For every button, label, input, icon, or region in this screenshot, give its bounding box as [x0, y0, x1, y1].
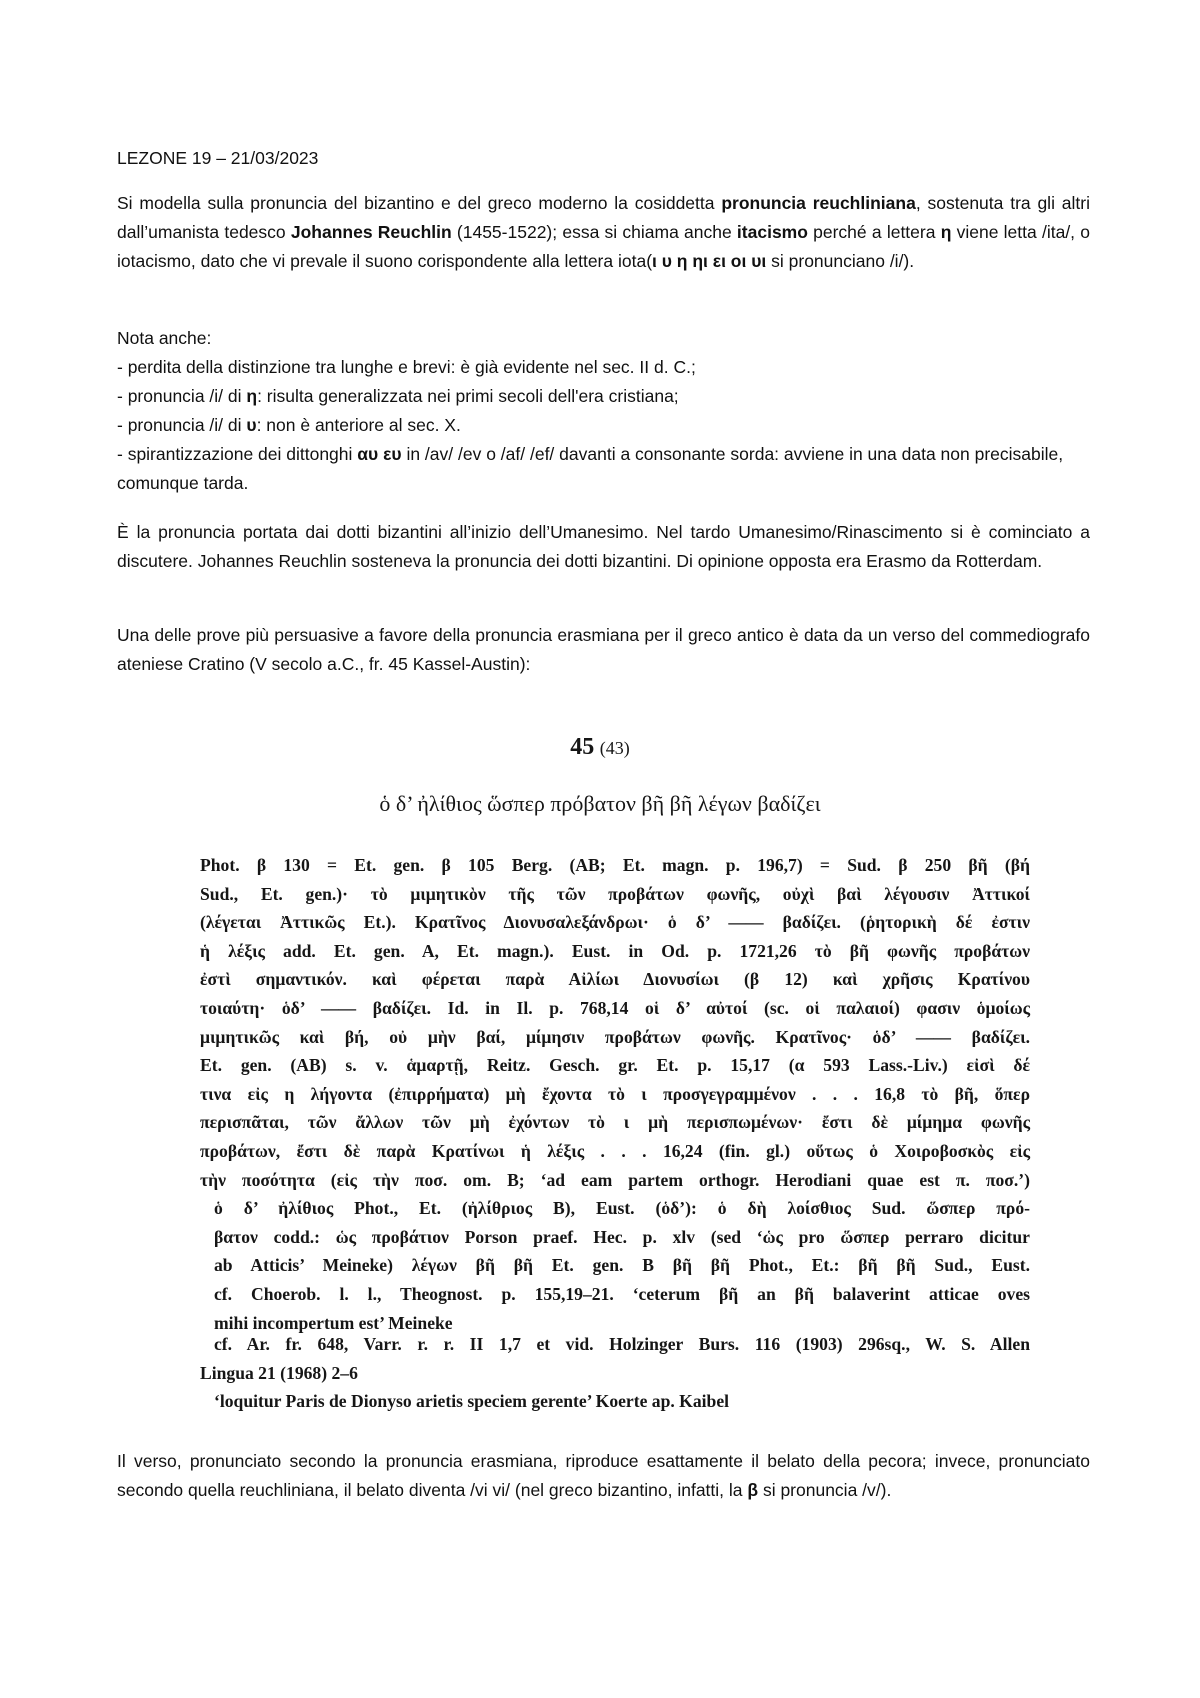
apparatus-line: ἡ λέξις add. Et. gen. A, Et. magn.). Eust. in Od. p. 1721,26 τὸ βῆ φωνῆς προβάτων: [200, 940, 1030, 961]
apparatus-line: Phot. β 130 = Et. gen. β 105 Berg. (AB; Et. magn. p. 196,7) = Sud. β 250 βῆ (βή: [200, 855, 1030, 875]
apparatus-line: βατον codd.: ὡς προβάτιον Porson praef. Hec. p. xlv (sed ‘ὡς pro ὥσπερ perraro dicitur: [214, 1226, 1030, 1247]
term-itacismo: itacismo: [736, 222, 808, 242]
apparatus-line: προβάτων, ἔστι δὲ παρὰ Κρατίνωι ἡ λέξις . . . 16,24 (fin. gl.) οὕτως ὁ Χοιροβοσκὸς εἰς: [200, 1140, 1030, 1161]
note-item: - pronuncia /i/ di υ: non è anteriore al sec. X.: [117, 415, 461, 435]
apparatus-line: ἐστὶ σημαντικόν. καὶ φέρεται παρὰ Αἰλίωι Διονυσίωι (β 12) καὶ χρῆσις Κρατίνου: [200, 969, 1030, 990]
letter-beta: β: [747, 1480, 759, 1500]
apparatus-line: μιμητικῶς καὶ βή, οὐ μὴν βαί, μίμησιν προβάτων φωνῆς. Κρατῖνος· ὁδ’ —— βαδίζει.: [200, 1026, 1030, 1047]
apparatus-line: ὁ δ’ ἠλίθιος Phot., Et. (ἠλίθριος B), Eust. (ὁδ’): ὁ δὴ λοίσθιος Sud. ὥσπερ πρό-: [214, 1198, 1030, 1219]
paragraph-conclusion: Il verso, pronunciato secondo la pronuncia erasmiana, riproduce esattamente il belato della pecora; invece, pronunciato secondo quella reuchliniana, il belato diventa /vi vi/ (nel greco bizantino, infatti, la β si pronuncia /v/).: [117, 1451, 1090, 1500]
greek-vowels: ι υ η ηι ει οι υι: [652, 251, 767, 271]
apparatus-line: Et. gen. (AB) s. v. ἁμαρτῇ, Reitz. Gesch. gr. Et. p. 15,17 (α 593 Lass.-Liv.) εἰσὶ δέ: [200, 1055, 1030, 1076]
paragraph-reuchlinian-pronunciation: Si modella sulla pronuncia del bizantino e del greco moderno la cosiddetta pronuncia reuchliniana, sostenuta tra gli altri dall’umanista tedesco Johannes Reuchlin (1455-1522); essa si chiama anche itacismo perché a lettera η viene letta /ita/, o iotacismo, dato che vi prevale il suono corispondente alla lettera iota(ι υ η ηι ει οι υι si pronunciano /i/).: [117, 193, 1090, 271]
paragraph-cratinus-proof: Una delle prove più persuasive a favore della pronuncia erasmiana per il greco antico è data da un verso del commediografo ateniese Cratino (V secolo a.C., fr. 45 Kassel-Austin):: [117, 625, 1090, 674]
paragraph-humanism: È la pronuncia portata dai dotti bizantini all’inizio dell’Umanesimo. Nel tardo Umanesimo/Rinascimento si è cominciato a discutere. Johannes Reuchlin sosteneva la pronuncia dei dotti bizantini. Di opinione opposta era Erasmo da Rotterdam.: [117, 522, 1090, 571]
apparatus-line: cf. Choerob. l. l., Theognost. p. 155,19–21. ‘ceterum βῆ an βῆ balaverint atticae oves: [214, 1283, 1030, 1304]
note-item: - pronuncia /i/ di η: risulta generalizzata nei primi secoli dell'era cristiana;: [117, 386, 679, 406]
testimonia-notes: [200, 1330, 1030, 1416]
note-item: - spirantizzazione dei dittonghi αυ ευ in /av/ /ev o /af/ /ef/ davanti a consonante sorda: avviene in una data non precisabile, comunque tarda.: [117, 444, 1064, 493]
notes-heading: Nota anche:: [117, 328, 212, 348]
apparatus-line: τινα εἰς η λήγοντα (ἐπιρρήματα) μὴ ἔχοντα τὸ ι προσγεγραμμένον . . . 16,8 τὸ βῆ, ὅπερ: [200, 1083, 1030, 1104]
apparatus-line: τοιαύτη· ὁδ’ —— βαδίζει. Id. in Il. p. 768,14 οἱ δ’ αὐτοί (sc. οἱ παλαιοί) φασιν ὁμοίως: [200, 997, 1030, 1018]
apparatus-line: mihi incompertum est’ Meineke: [214, 1312, 453, 1333]
fragment-verse: ὁ δ’ ἠλίθιος ὥσπερ πρόβατον βῆ βῆ λέγων βαδίζει: [379, 791, 821, 816]
testimonia-line: ‘loquitur Paris de Dionyso arietis speciem gerente’ Koerte ap. Kaibel: [214, 1391, 730, 1412]
apparatus-line: Sud., Et. gen.)· τὸ μιμητικὸν τῆς τῶν προβάτων φωνῆς, οὐχὶ βαὶ λέγουσιν Ἀττικοί: [200, 883, 1030, 904]
term-reuchlinian: pronuncia reuchliniana: [721, 193, 916, 213]
apparatus-line: περισπᾶται, τῶν ἄλλων τῶν μὴ ἐχόντων τὸ ι μὴ περισπωμένων· ἔστι δὲ μίμημα φωνῆς: [200, 1112, 1030, 1133]
name-reuchlin: Johannes Reuchlin: [290, 222, 452, 242]
fragment-number: 45 (43): [570, 734, 630, 760]
apparatus-line: ab Atticis’ Meineke) λέγων βῆ βῆ Et. gen. B βῆ βῆ Phot., Et.: βῆ βῆ Sud., Eust.: [214, 1255, 1030, 1276]
testimonia-line: Lingua 21 (1968) 2–6: [200, 1362, 358, 1383]
critical-apparatus: [200, 851, 1030, 1337]
lecture-title: LEZONE 19 – 21/03/2023: [117, 148, 319, 168]
testimonia-line: cf. Ar. fr. 648, Varr. r. r. II 1,7 et vid. Holzinger Burs. 116 (1903) 296sq., W. S. Allen: [214, 1334, 1030, 1354]
notes-list: [117, 353, 1090, 498]
apparatus-line: (λέγεται Ἀττικῶς Et.). Κρατῖνος Διονυσαλεξάνδρωι· ὁ δ’ —— βαδίζει. (ῥητορικὴ δέ ἐστιν: [200, 912, 1030, 933]
note-item: - perdita della distinzione tra lunghe e brevi: è già evidente nel sec. II d. C.;: [117, 357, 696, 377]
letter-eta: η: [940, 222, 952, 242]
apparatus-line: τὴν ποσότητα (εἰς τὴν ποσ. om. B; ‘ad eam partem orthogr. Herodiani quae est π. ποσ.’): [200, 1169, 1030, 1190]
